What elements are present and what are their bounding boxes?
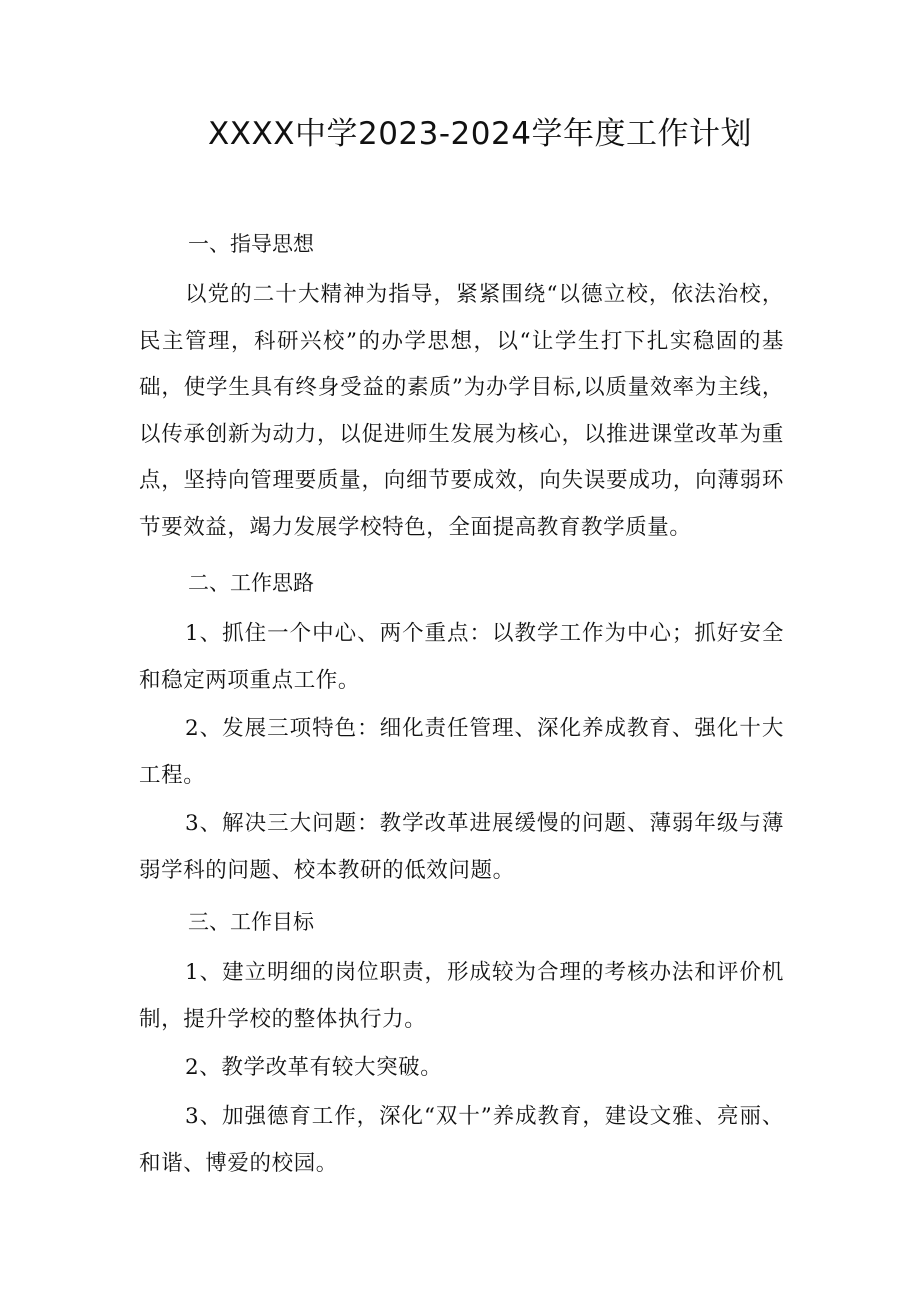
paragraph-guiding-ideology: 以党的二十大精神为指导，紧紧围绕“以德立校，依法治校，民主管理，科研兴校”的办学思想，以“让学生打下扎实稳固的基础，使学生具有终身受益的素质”为办学目标,以质量效率为主线，以传承创新为动力，以促进师生发展为核心，以推进课堂改革为重点，坚持向管理要质量，向细节要成效，向失误要成功，向薄弱环节要效益，竭力发展学校特色，全面提高教育教学质量。 [139,282,784,540]
section-heading-work-goals: 三、工作目标 [188,910,314,934]
paragraph-work-goals-3: 3、加强德育工作，深化“双十”养成教育，建设文雅、亮丽、和谐、博爱的校园。 [139,1104,784,1176]
paragraph-work-goals-1: 1、建立明细的岗位职责，形成较为合理的考核办法和评价机制，提升学校的整体执行力。 [139,960,784,1032]
document-title: XXXX中学2023-2024学年度工作计划 [208,116,752,152]
paragraph-work-approach-2: 2、发展三项特色：细化责任管理、深化养成教育、强化十大工程。 [139,716,784,788]
section-heading-guiding-ideology: 一、指导思想 [188,232,314,256]
paragraph-work-goals-2: 2、教学改革有较大突破。 [185,1055,443,1080]
paragraph-work-approach-1: 1、抓住一个中心、两个重点：以教学工作为中心；抓好安全和稳定两项重点工作。 [139,621,784,693]
paragraph-work-approach-3: 3、解决三大问题：教学改革进展缓慢的问题、薄弱年级与薄弱学科的问题、校本教研的低效问题。 [139,811,784,883]
section-heading-work-approach: 二、工作思路 [188,571,314,595]
